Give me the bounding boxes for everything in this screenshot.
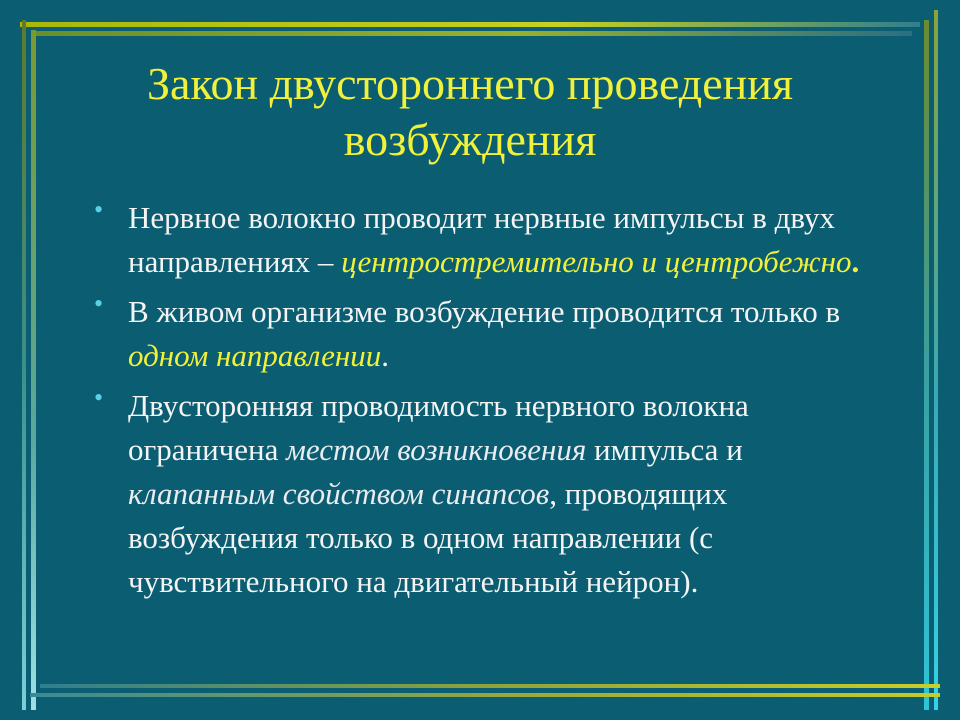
bullet-2-text: В живом организме возбуждение проводится только в bbox=[128, 294, 841, 329]
bullet-item-2 bbox=[92, 290, 892, 378]
title-line-2: возбуждения bbox=[343, 114, 597, 165]
bullet-1-period: . bbox=[851, 244, 860, 279]
frame-bar-left-outer bbox=[22, 20, 26, 710]
bullet-2-highlight: одном направлении bbox=[128, 338, 382, 373]
bullet-2-period: . bbox=[381, 338, 390, 373]
bullet-item-1 bbox=[92, 196, 892, 284]
frame-bar-bottom-inner bbox=[40, 684, 940, 688]
slide-title bbox=[60, 56, 880, 168]
frame-bar-top-inner bbox=[32, 31, 912, 36]
bullet-1-text: Нервное волокно проводит нервные импульсы в двух направлениях – bbox=[128, 200, 835, 279]
bullet-3-italic-a: местом возникновения bbox=[286, 432, 587, 467]
bullet-list bbox=[92, 196, 892, 610]
bullet-1-highlight: центростремительно и центробежно bbox=[341, 244, 852, 279]
frame-bar-left-inner bbox=[31, 30, 36, 710]
bullet-item-3 bbox=[92, 384, 892, 604]
bullet-3-text-c: , проводящих возбуждения только в одном направлении (с чувствительного на двигательный нейрон). bbox=[128, 476, 728, 599]
bullet-3-italic-b: клапанным свойством синапсов bbox=[128, 476, 550, 511]
bullet-dot-icon: • bbox=[94, 195, 104, 224]
title-line-1: Закон двустороннего проведения bbox=[146, 58, 794, 109]
frame-bar-bottom-outer bbox=[30, 693, 940, 697]
bullet-3-text-a: Двусторонняя проводимость нервного волокна ограничена bbox=[128, 388, 749, 467]
bullet-dot-icon: • bbox=[94, 383, 104, 412]
bullet-3-text-b: импульса и bbox=[586, 432, 743, 467]
frame-bar-right-inner bbox=[924, 20, 929, 710]
frame-bar-right-outer bbox=[934, 10, 938, 710]
bullet-dot-icon: • bbox=[94, 289, 104, 318]
frame-bar-top-outer bbox=[20, 22, 920, 27]
